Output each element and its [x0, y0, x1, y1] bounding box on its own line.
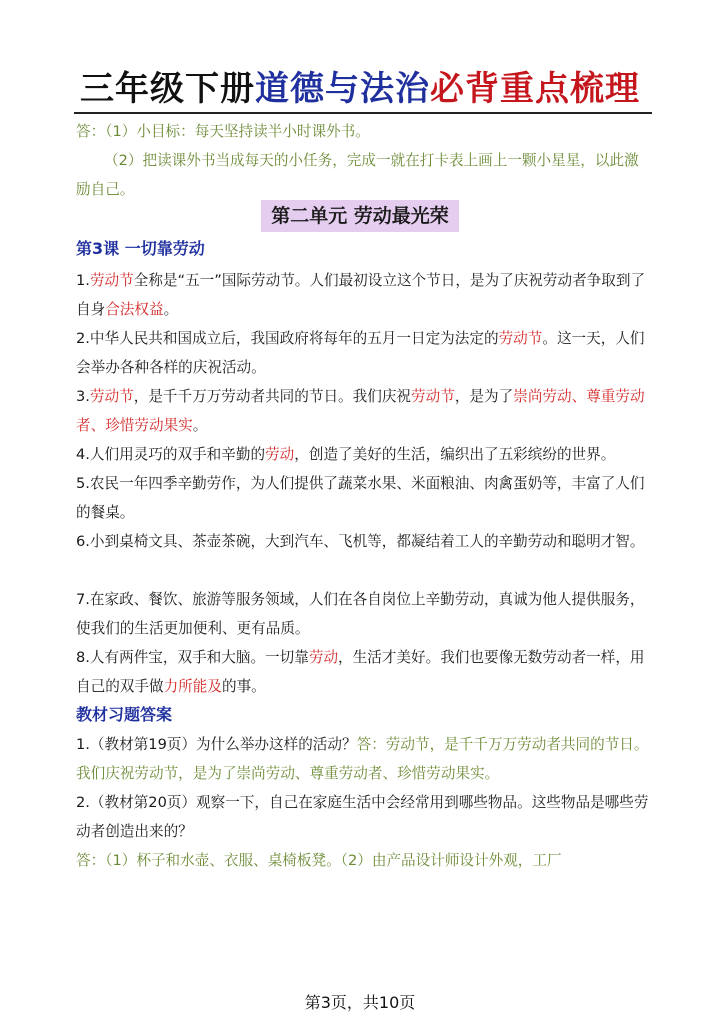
point-8: 8.人有两件宝，双手和大脑。一切靠劳动，生活才美好。我们也要像无数劳动者一样，用自己的双手做力所能及的事。: [76, 649, 645, 695]
point-7: 7.在家政、餐饮、旅游等服务领域，人们在各自岗位上辛勤劳动，真诚为他人提供服务，使我们的生活更加便利、更有品质。: [76, 591, 645, 637]
unit-header: [0, 200, 720, 232]
point-6: 6.小到桌椅文具、茶壶茶碗，大到汽车、飞机等，都凝结着工人的辛勤劳动和聪明才智。: [76, 533, 645, 550]
title-underline: [74, 112, 652, 114]
exercise-2-question: 2.（教材第20页）观察一下，自己在家庭生活中会经常用到哪些物品。这些物品是哪些劳动者创造出来的？: [76, 794, 649, 840]
page-number: 第3页，共10页: [304, 993, 416, 1012]
exercise-1: [76, 730, 650, 788]
exercise-1-question: 1.（教材第19页）为什么举办这样的活动？: [76, 736, 357, 753]
unit-title: 第二单元 劳动最光荣: [261, 200, 459, 232]
intro-answer-1: 答：（1）小目标：每天坚持读半小时课外书。: [76, 123, 370, 140]
point-3: 3.劳动节，是千千万万劳动者共同的节日。我们庆祝劳动节，是为了崇尚劳动、尊重劳动者、珍惜劳动果实。: [76, 388, 645, 434]
title-part-subject: 道德与法治: [255, 69, 430, 109]
point-4: 4.人们用灵巧的双手和辛勤的劳动，创造了美好的生活，编织出了五彩缤纷的世界。: [76, 446, 616, 463]
title-part-summary: 必背重点梳理: [430, 69, 640, 109]
page-title: [0, 66, 720, 112]
lesson-title: 第3课 一切靠劳动: [76, 239, 205, 258]
exercise-2-answer: 答：（1）杯子和水壶、衣服、桌椅板凳。（2）由产品设计师设计外观，工厂: [76, 852, 562, 869]
point-2: 2.中华人民共和国成立后，我国政府将每年的五月一日定为法定的劳动节。这一天，人们会举办各种各样的庆祝活动。: [76, 330, 645, 376]
exercise-section-title: 教材习题答案: [76, 705, 173, 724]
point-1: 1.劳动节全称是“五一”国际劳动节。人们最初设立这个节日，是为了庆祝劳动者争取到了自身合法权益。: [76, 272, 646, 318]
title-part-grade: 三年级下册: [80, 69, 255, 109]
exercise-1-answer: 答：劳动节，是千千万万劳动者共同的节日。我们庆祝劳动节，是为了崇尚劳动、尊重劳动者、珍惜劳动果实。: [76, 736, 649, 782]
point-5: 5.农民一年四季辛勤劳作，为人们提供了蔬菜水果、米面粮油、肉禽蛋奶等，丰富了人们的餐桌。: [76, 475, 645, 521]
intro-answer-2: （2）把读课外书当成每天的小任务，完成一就在打卡表上画上一颗小星星，以此激励自己。: [76, 152, 639, 198]
